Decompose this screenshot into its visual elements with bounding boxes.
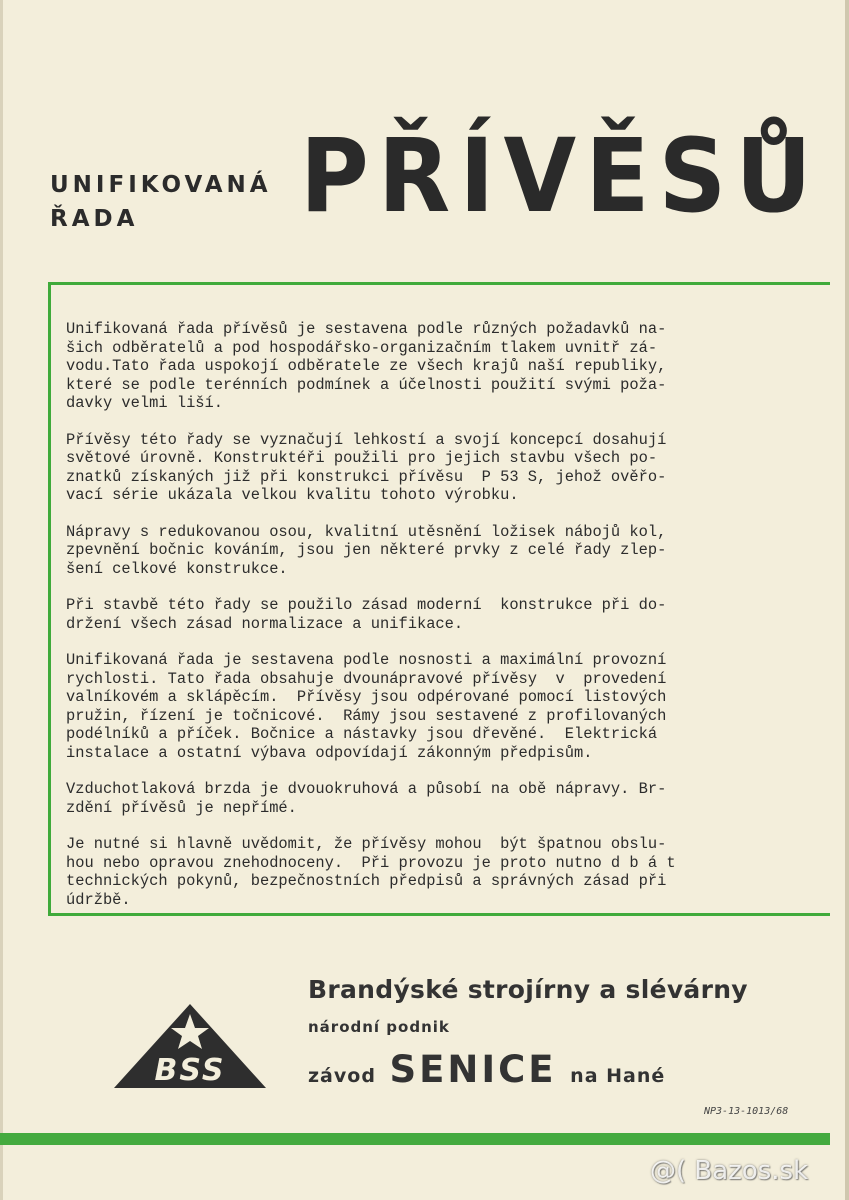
paragraph: Unifikovaná řada přívěsů je sestavena podle různých požadavků na- šich odběratelů a pod hospodářsko-organizačním tlakem uvnitř zá- vodu.Tato řada uspokojí odběratele ze všech krajů naší republiky, které se podle terénních podmínek a účelnosti použití svými poža- davky velmi liší. xyxy=(66,320,667,412)
plant-line xyxy=(308,1048,748,1091)
paragraph: Unifikovaná řada je sestavena podle nosnosti a maximální provozní rychlosti. Tato řada obsahuje dvounápravové přívěsy v provedení valníkovém a sklápěcím. Přívěsy jsou odpérované pomocí listových pružin, řízení je točnicové. Rámy jsou sestavené z profilovaných podélníků a příček. Bočnice a nástavky jsou dřevěné. Elektrická instalace a ostatní výbava odpovídají zákonným předpisům. xyxy=(66,651,667,762)
page-title: PŘÍVĚSŮ xyxy=(300,117,821,236)
plant-prefix: závod xyxy=(308,1065,376,1087)
company-type: národní podnik xyxy=(308,1018,450,1036)
company-name: Brandýské strojírny a slévárny xyxy=(308,975,748,1004)
paragraph: Je nutné si hlavně uvědomit, že přívěsy mohou být špatnou obslu- hou nebo opravou znehodnoceny. Při provozu je proto nutno d b á t technických pokynů, bezpečnostních předpisů a správných zásad při údržbě. xyxy=(66,835,676,909)
paragraph: Vzduchotlaková brzda je dvouokruhová a působí na obě nápravy. Br- zdění přívěsů je nepřímé. xyxy=(66,780,667,817)
footer-green-bar xyxy=(0,1133,830,1145)
paragraph: Přívěsy této řady se vyznačují lehkostí a svojí koncepcí dosahují světové úrovně. Konstruktéři použili pro jejich stavbu všech po- znatků získaných již při konstrukci přívěsu P 53 S, jehož ověřo- vací série ukázala velkou kvalitu tohoto výrobku. xyxy=(66,430,667,504)
body-text xyxy=(66,320,756,927)
subtitle xyxy=(50,168,272,236)
paragraph: Při stavbě této řady se použilo zásad moderní konstrukce při do- držení všech zásad normalizace a unifikace. xyxy=(66,596,667,633)
subtitle-line-2: ŘADA xyxy=(50,206,139,232)
bss-logo xyxy=(110,998,270,1093)
plant-suffix: na Hané xyxy=(570,1065,666,1087)
watermark: @( Bazos.sk xyxy=(650,1156,809,1186)
company-block xyxy=(308,975,748,1091)
logo-text: BSS xyxy=(154,1053,226,1088)
print-code: NP3-13-1013/68 xyxy=(704,1106,789,1117)
subtitle-line-1: UNIFIKOVANÁ xyxy=(50,172,272,198)
plant-name: SENICE xyxy=(389,1048,557,1091)
paragraph: Nápravy s redukovanou osou, kvalitní utěsnění ložisek nábojů kol, zpevnění bočnic kováním, jsou jen některé prvky z celé řady zlep- šení celkové konstrukce. xyxy=(66,522,667,578)
